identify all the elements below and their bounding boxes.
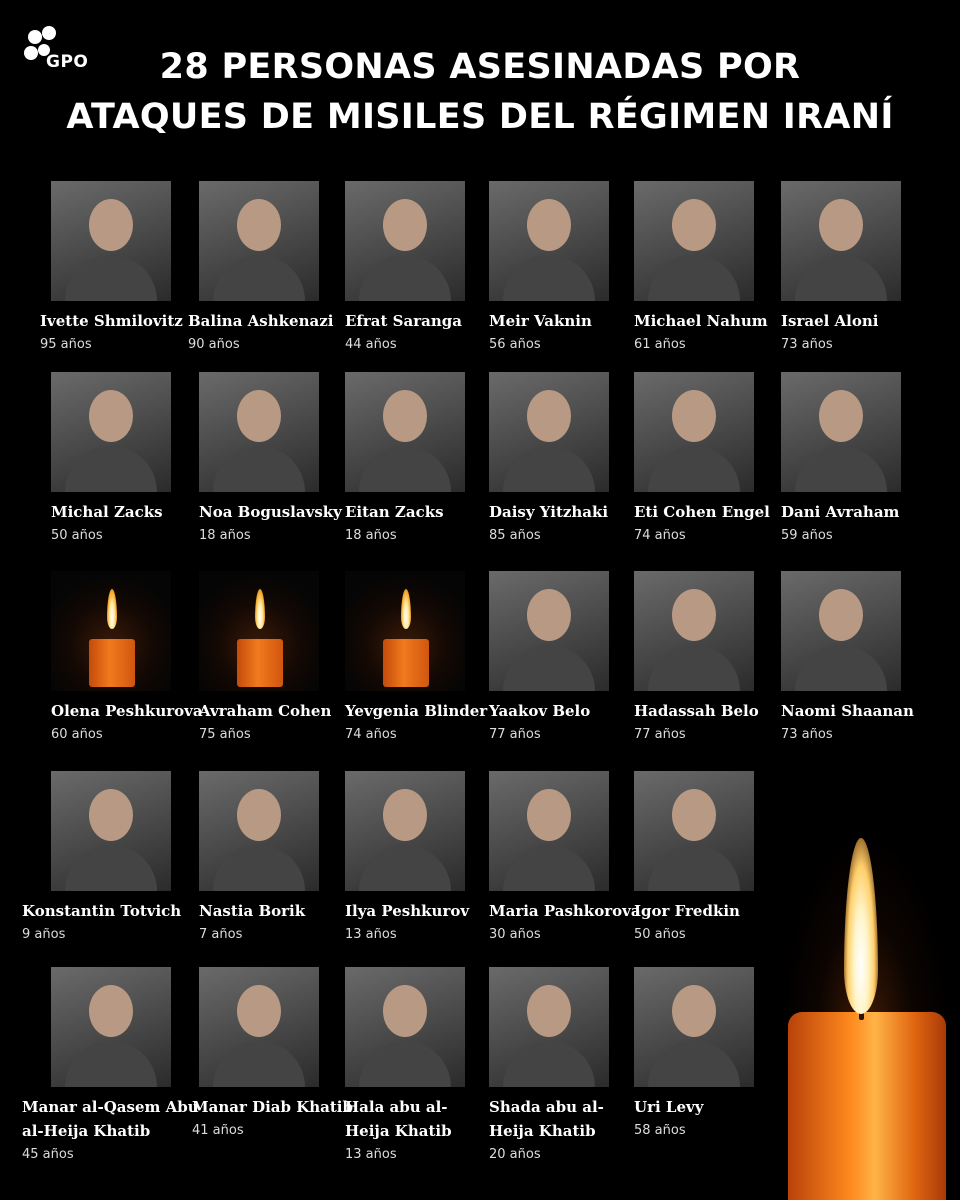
victim-age: 20 años <box>489 1147 541 1162</box>
victim-age: 56 años <box>489 337 541 352</box>
victim-age: 77 años <box>489 727 541 742</box>
victim-age: 7 años <box>199 927 243 942</box>
victim-age: 18 años <box>345 528 397 543</box>
portrait-photo <box>634 967 754 1087</box>
victim-card <box>634 771 754 945</box>
title-line-1: 28 PERSONAS ASESINADAS POR <box>159 47 801 87</box>
victim-card <box>634 181 768 355</box>
victim-age: 74 años <box>345 727 397 742</box>
portrait-photo <box>781 181 901 301</box>
portrait-photo <box>199 372 319 492</box>
victim-name: Hadassah Belo <box>634 702 759 720</box>
victim-name: Yevgenia Blinder <box>345 702 488 720</box>
victim-name: Efrat Saranga <box>345 312 462 330</box>
victim-card <box>51 372 171 546</box>
portrait-photo <box>199 181 319 301</box>
portrait-photo <box>781 571 901 691</box>
victim-name: Uri Levy <box>634 1098 704 1116</box>
victim-card <box>199 372 342 546</box>
victim-age: 75 años <box>199 727 251 742</box>
victim-age: 50 años <box>634 927 686 942</box>
victim-card <box>345 181 465 355</box>
victim-name: Avraham Cohen <box>199 702 332 720</box>
victim-name: Balina Ashkenazi <box>188 312 334 330</box>
victim-name: Igor Fredkin <box>634 902 740 920</box>
memorial-candle-icon <box>780 830 950 1200</box>
portrait-photo <box>51 967 171 1087</box>
victim-name: Hala abu al-Heija Khatib <box>345 1098 452 1140</box>
victim-age: 30 años <box>489 927 541 942</box>
victim-age: 41 años <box>192 1123 244 1138</box>
victim-age: 74 años <box>634 528 686 543</box>
portrait-photo <box>199 771 319 891</box>
victim-name: Ilya Peshkurov <box>345 902 470 920</box>
portrait-photo <box>489 771 609 891</box>
portrait-photo <box>634 372 754 492</box>
victim-card <box>781 372 901 546</box>
victim-card <box>634 571 759 745</box>
page-title <box>0 42 960 142</box>
victim-name: Olena Peshkurova <box>51 702 203 720</box>
victim-name: Meir Vaknin <box>489 312 592 330</box>
victim-card <box>634 372 770 546</box>
victim-card <box>781 571 914 745</box>
victim-age: 50 años <box>51 528 103 543</box>
victim-card <box>345 372 465 546</box>
victim-card <box>345 771 469 945</box>
portrait-photo <box>634 771 754 891</box>
victim-age: 85 años <box>489 528 541 543</box>
portrait-photo <box>199 967 319 1087</box>
portrait-photo <box>345 372 465 492</box>
victim-card <box>489 372 609 546</box>
candle-icon <box>51 571 171 691</box>
victim-age: 77 años <box>634 727 686 742</box>
victim-name: Shada abu al-Heija Khatib <box>489 1098 604 1140</box>
portrait-photo <box>345 181 465 301</box>
victim-card <box>188 181 334 355</box>
victim-name: Eti Cohen Engel <box>634 503 770 521</box>
portrait-photo <box>51 181 171 301</box>
victim-name: Dani Avraham <box>781 503 900 521</box>
logo-mark <box>42 26 56 40</box>
portrait-photo <box>634 181 754 301</box>
portrait-photo <box>51 372 171 492</box>
victim-age: 13 años <box>345 1147 397 1162</box>
victim-age: 90 años <box>188 337 240 352</box>
victim-card <box>40 181 183 355</box>
victim-name: Nastia Borik <box>199 902 306 920</box>
victim-card <box>489 571 609 745</box>
victim-age: 73 años <box>781 727 833 742</box>
victim-age: 73 años <box>781 337 833 352</box>
victim-name: Daisy Yitzhaki <box>489 503 609 521</box>
victim-name: Konstantin Totvich <box>22 902 182 920</box>
portrait-photo <box>489 372 609 492</box>
victim-name: Eitan Zacks <box>345 503 444 521</box>
victim-card <box>51 571 203 745</box>
portrait-photo <box>489 967 609 1087</box>
portrait-photo <box>51 771 171 891</box>
victim-age: 95 años <box>40 337 92 352</box>
victim-card <box>634 967 754 1141</box>
portrait-photo <box>634 571 754 691</box>
victim-age: 18 años <box>199 528 251 543</box>
victim-card <box>345 571 487 745</box>
title-line-2: ATAQUES DE MISILES DEL RÉGIMEN IRANÍ <box>66 97 894 137</box>
victim-name: Manar al-Qasem Abu al-Heija Khatib <box>22 1098 199 1140</box>
victim-name: Ivette Shmilovitz <box>40 312 183 330</box>
victim-age: 58 años <box>634 1123 686 1138</box>
portrait-photo <box>781 372 901 492</box>
victim-card <box>345 967 465 1165</box>
victim-card <box>781 181 901 355</box>
victim-age: 44 años <box>345 337 397 352</box>
portrait-photo <box>345 967 465 1087</box>
victim-card <box>489 771 641 945</box>
victim-card <box>192 967 353 1141</box>
victim-age: 60 años <box>51 727 103 742</box>
candle-icon <box>345 571 465 691</box>
victim-age: 59 años <box>781 528 833 543</box>
victim-name: Maria Pashkorova <box>489 902 641 920</box>
victim-name: Manar Diab Khatib <box>192 1098 353 1116</box>
victim-name: Michael Nahum <box>634 312 768 330</box>
victim-name: Yaakov Belo <box>489 702 591 720</box>
victim-age: 9 años <box>22 927 66 942</box>
victim-age: 61 años <box>634 337 686 352</box>
portrait-photo <box>489 181 609 301</box>
victim-card <box>22 967 207 1165</box>
victim-card <box>199 571 331 745</box>
victim-name: Noa Boguslavsky <box>199 503 342 521</box>
victim-name: Naomi Shaanan <box>781 702 914 720</box>
victim-card <box>489 967 619 1165</box>
portrait-photo <box>489 571 609 691</box>
portrait-photo <box>345 771 465 891</box>
victim-name: Israel Aloni <box>781 312 879 330</box>
victim-card <box>199 771 319 945</box>
victim-card <box>489 181 609 355</box>
victim-name: Michal Zacks <box>51 503 163 521</box>
victim-card <box>22 771 182 945</box>
candle-icon <box>199 571 319 691</box>
victim-age: 13 años <box>345 927 397 942</box>
victim-age: 45 años <box>22 1147 74 1162</box>
logo-text: GPO <box>46 52 89 72</box>
